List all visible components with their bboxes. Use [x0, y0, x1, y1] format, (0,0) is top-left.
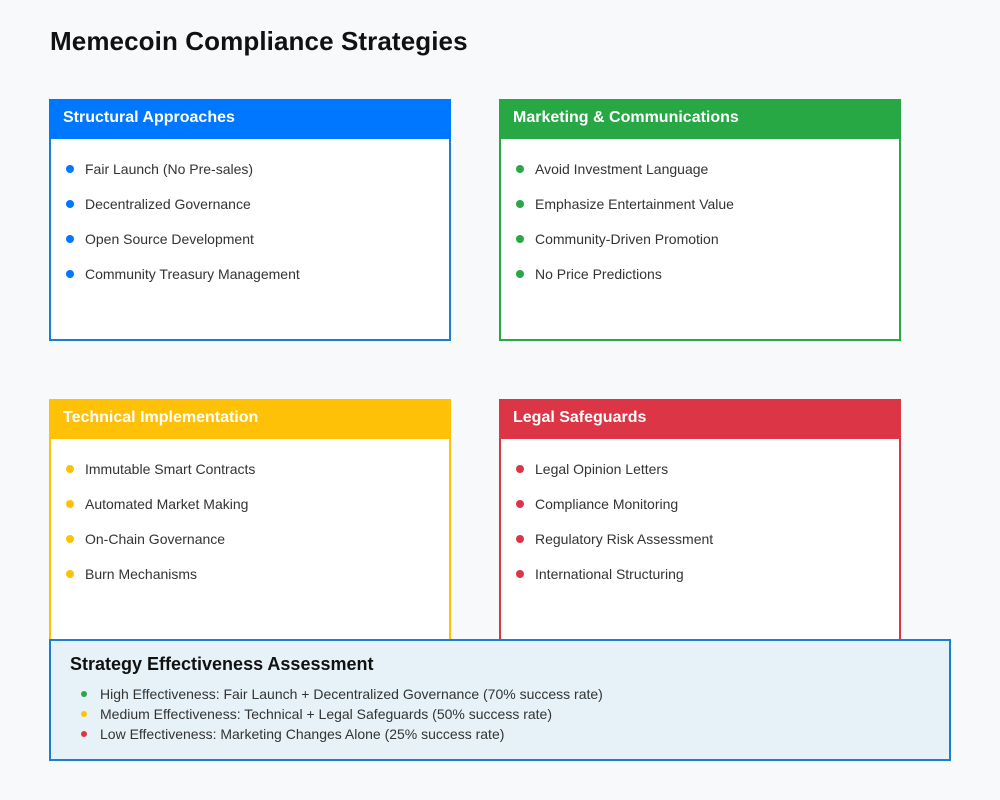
bullet-dot-icon	[66, 270, 74, 278]
list-item	[65, 226, 449, 261]
card-structural-approaches	[49, 99, 451, 341]
list-item	[515, 526, 899, 561]
bullet-dot-icon	[516, 200, 524, 208]
assessment-item-label: Medium Effectiveness: Technical + Legal Safeguards (50% success rate)	[100, 706, 552, 722]
bullet-dot-icon	[66, 200, 74, 208]
assessment-item	[81, 684, 949, 704]
list-item-label: Avoid Investment Language	[535, 161, 709, 177]
list-item-label: No Price Predictions	[535, 266, 662, 282]
list-item	[65, 456, 449, 491]
list-item-label: Burn Mechanisms	[85, 566, 198, 582]
bullet-dot-icon	[66, 570, 74, 578]
list-item-label: Immutable Smart Contracts	[85, 461, 256, 477]
bullet-dot-icon	[66, 500, 74, 508]
bullet-dot-icon	[516, 270, 524, 278]
list-item-label: International Structuring	[535, 566, 684, 582]
list-item	[65, 261, 449, 296]
list-item-label: Open Source Development	[85, 231, 254, 247]
list-item-label: Decentralized Governance	[85, 196, 251, 212]
list-item-label: Legal Opinion Letters	[535, 461, 669, 477]
bullet-dot-icon	[516, 235, 524, 243]
card-item-list	[51, 439, 449, 596]
bullet-dot-icon	[66, 535, 74, 543]
list-item-label: Regulatory Risk Assessment	[535, 531, 714, 547]
card-legal-safeguards	[499, 399, 901, 641]
page-title: Memecoin Compliance Strategies	[50, 26, 468, 56]
card-technical-implementation	[49, 399, 451, 641]
bullet-dot-icon	[81, 711, 87, 717]
list-item-label: On-Chain Governance	[85, 531, 226, 547]
bullet-dot-icon	[516, 535, 524, 543]
bullet-dot-icon	[66, 165, 74, 173]
list-item-label: Emphasize Entertainment Value	[535, 196, 734, 212]
list-item	[515, 261, 899, 296]
list-item	[515, 191, 899, 226]
list-item	[515, 456, 899, 491]
assessment-item-label: Low Effectiveness: Marketing Changes Alone (25% success rate)	[100, 726, 505, 742]
bullet-dot-icon	[516, 165, 524, 173]
assessment-item	[81, 704, 949, 724]
bullet-dot-icon	[516, 570, 524, 578]
bullet-dot-icon	[516, 500, 524, 508]
card-header: Marketing & Communications	[499, 99, 901, 139]
bullet-dot-icon	[81, 731, 87, 737]
card-header: Legal Safeguards	[499, 399, 901, 439]
list-item-label: Fair Launch (No Pre-sales)	[85, 161, 254, 177]
assessment-item-label: High Effectiveness: Fair Launch + Decentralized Governance (70% success rate)	[100, 686, 603, 702]
list-item	[515, 156, 899, 191]
list-item	[65, 191, 449, 226]
card-item-list	[501, 439, 899, 596]
list-item-label: Community-Driven Promotion	[535, 231, 719, 247]
list-item	[515, 491, 899, 526]
list-item	[515, 226, 899, 261]
assessment-title: Strategy Effectiveness Assessment	[70, 654, 374, 674]
card-item-list	[51, 139, 449, 296]
card-header: Technical Implementation	[49, 399, 451, 439]
list-item-label: Compliance Monitoring	[535, 496, 679, 512]
bullet-dot-icon	[66, 235, 74, 243]
card-header: Structural Approaches	[49, 99, 451, 139]
assessment-list	[70, 684, 949, 744]
list-item	[65, 491, 449, 526]
bullet-dot-icon	[66, 465, 74, 473]
bullet-dot-icon	[516, 465, 524, 473]
card-item-list	[501, 139, 899, 296]
list-item	[515, 561, 899, 596]
assessment-box	[49, 639, 951, 761]
list-item	[65, 526, 449, 561]
bullet-dot-icon	[81, 691, 87, 697]
card-marketing-communications	[499, 99, 901, 341]
list-item-label: Automated Market Making	[85, 496, 249, 512]
list-item-label: Community Treasury Management	[85, 266, 300, 282]
list-item	[65, 156, 449, 191]
list-item	[65, 561, 449, 596]
assessment-item	[81, 724, 949, 744]
